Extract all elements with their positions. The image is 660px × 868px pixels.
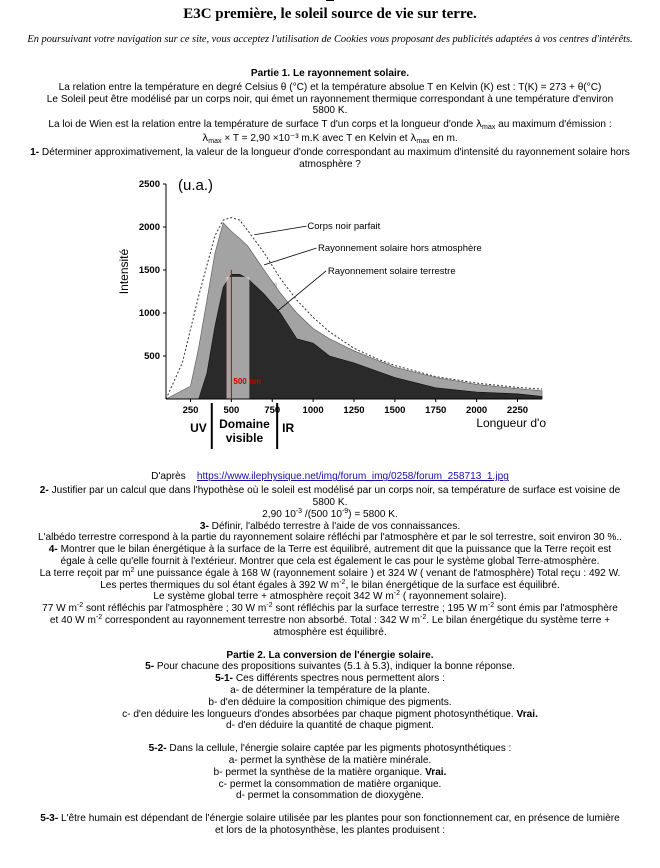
option-5-1-c: c- d'en déduire les longueurs d'ondes absorbées par chaque pigment photosynthétique. Vrai. [122, 708, 538, 720]
y-tick-label: 1000 [138, 308, 160, 320]
cookie-notice[interactable]: En poursuivant votre navigation sur ce site, vous acceptez l'utilisation de Cookies vous proposant des publicités adaptées à vos centres d'intérêts. [27, 34, 633, 45]
x-tick-label: 250 [182, 405, 199, 417]
series-label-2: Rayonnement solaire hors atmosphère [318, 243, 482, 255]
solar-spectrum-chart [110, 174, 550, 469]
source-label: D'après [151, 471, 186, 483]
question-1: 1- Déterminer approximativement, la valeur de la longueur d'onde correspondant au maximum d'intensité du rayonnement solaire hors [30, 146, 630, 158]
question-5-2: 5-2- Dans la cellule, l'énergie solaire captée par les pigments photosynthétiques : [148, 743, 512, 755]
x-tick-label: 500 [223, 405, 240, 417]
intro-line-3: 5800 K. [312, 105, 348, 117]
x-tick-label: 2250 [506, 405, 529, 417]
x-tick-label: 1000 [302, 405, 324, 417]
series-terrestrial-area [166, 275, 542, 400]
x-tick-label: 1500 [384, 405, 406, 417]
albedo-answer: L'albédo terrestre correspond à la partie du rayonnement solaire réfléchi par l'atmosphère et par le sol terrestre, soit environ 30 %.. [38, 532, 622, 544]
series-label-3: Rayonnement solaire terrestre [327, 266, 456, 278]
question-5: 5- Pour chacune des propositions suivantes (5.1 à 5.3), indiquer la bonne réponse. [145, 661, 515, 673]
uv-label: UV [190, 421, 207, 436]
wien-law: La loi de Wien est la relation entre la température de surface T d'un corps et la longueur d'onde $\lambda_{max}$ au maximum d'émission : [48, 119, 612, 132]
question-1-tail: atmosphère ? [299, 158, 361, 170]
answer-vrai: Vrai [425, 766, 444, 778]
visible-label-line1: Domaine [219, 417, 270, 432]
y-tick-label: 500 [144, 351, 160, 363]
wien-formula: $\lambda_{max} \times T = 2,90 \times 10^{-3}$ m.K avec T en Kelvin et $\lambda_{max}$ en m. [202, 132, 458, 145]
intro-line-1: La relation entre la température en degré Celsius θ (°C) et la température absolue T en Kelvin (K) est : T(K) = 273 + θ(°C) [58, 81, 602, 93]
source-line [0, 471, 660, 483]
option-5-2-a: a- permet la synthèse de la matière minérale. [228, 754, 432, 766]
reflection-line-2: et 40 W $m^{-2}$ correspondent au rayonnement terrestre non absorbé. Total : 342 W $m^{-2}$. Le bilan énergétique du système terre + [49, 613, 611, 626]
article-content: Partie 1. Le rayonnement solaire. La relation entre la température en degré Celsius θ (°C) et la température absolue T en Kelvin (K) est : T(K) = 273 + θ(°C) Le Soleil peut être modélisé par un corps noir, qui émet un rayonnement thermique correspondant à une température d'environ 5800 K. La loi de Wien est la relation entre la température de surface T d'un corps et la longueur d'onde $\lambda_{max}$ au maximum d'émission : $\lambda_{max} \times T = 2,90 \times 10^{-3}$ m.K avec T en Kelvin et $\lambda_{max}$ en m. 1- Déterminer approximativement, la valeur de la longueur d'onde correspondant au maximum d'intensité du rayonnement solaire hors atmosphère ? 500 1000 1500 2000 2500 250 500 750 1000 1250 1500 1750 2000 2250 Intensité (u.a.) Longueur d'o 500 nm UV Domaine visible IR Corps noir parfait Rayonnement solaire hors atmosphère Rayonnement solaire terrestre D'après https://www.ilephysique.net/img/forum_img/0258/forum_258713_1.jpg 2- Justifier par un calcul que dans l'hypothèse où le soleil est modélisé par un corps noir, sa température de surface est voisine de 5800 K. 2,90 $10^{-3}$ /(500 $10^{-9}) = 5800$ K. 3- Définir, l'albédo terrestre à l'aide de vos connaissances. L'albédo terrestre correspond à la partie du rayonnement solaire réfléchi par l'atmosphère et par le sol terrestre, soit environ 30 %.. 4- Montrer que le bilan énergétique à la surface de la Terre est équilibré, autrement dit que la puissance que la Terre reçoit est égale à celle qu'elle fournit à l'extérieur. Montrer que cela est également le cas pour le système global Terre-atmosphère. La terre reçoit par $m^2$ une puissance égale à 168 W (rayonnement solaire ) et 324 W ( venant de l'atmosphère) Total reçu : 492 W. Les pertes thermiques du sol étant égales à 392 W $m^{-2}$, le bilan énergétique de la surface est équilibré. Le système global terre + atmosphère reçoit 342 W $m^{-2}$ ( rayonnement solaire). 77 W $m^{-2}$ sont réfléchis par l'atmosphère ; 30 W $m^{-2}$ sont réfléchis par la surface terrestre ; 195 W $m^{-2}$ sont émis par l'atmosphère et 40 W $m^{-2}$ correspondent au rayonnement terrestre non absorbé. Total : 342 W $m^{-2}$. Le bilan énergétique du système terre + atmosphère est équilibré. Partie 2. La conversion de l'énergie solaire. 5- Pour chacune des propositions suivantes (5.1 à 5.3), indiquer la bonne réponse. 5-1- Ces différents spectres nous permettent alors : a- de déterminer la température de la plante. b- d'en déduire la composition chimique des pigments. c- d'en déduire les longueurs d'ondes absorbées par chaque pigment photosynthétique. Vrai. d- d'en déduire la quantité de chaque pigment. 5-2- Dans la cellule, l'énergie solaire captée par les pigments photosynthétiques : a- permet la synthèse de la matière minérale. b- permet la synthèse de la matière organique. Vrai. c- permet la consommation de matière organique. d- permet la consommation de dioxygène. 5-3- L'être humain est dépendant de l'énergie solaire utilisée par les plantes pour son fonctionnement car, en présence de lumière et lors de la photosynthèse, les plantes produisent : [0, 68, 660, 837]
surface-losses: Les pertes thermiques du sol étant égales à 392 W $m^{-2}$, le bilan énergétique de la surface est équilibré. [100, 578, 560, 591]
callout-line-1 [254, 227, 306, 236]
option-5-1-a: a- de déterminer la température de la plante. [230, 684, 430, 696]
part2-heading: Partie 2. La conversion de l'énergie solaire [226, 649, 431, 661]
question-3: 3- Définir, l'albédo terrestre à l'aide de vos connaissances. [199, 520, 461, 532]
y-tick-label: 2500 [138, 179, 160, 191]
question-2-tail: 5800 K. [312, 496, 348, 508]
part2-heading-line: Partie 2. La conversion de l'énergie solaire. [226, 649, 434, 661]
option-5-1-b: b- d'en déduire la composition chimique des pigments. [208, 696, 452, 708]
top-rule [326, 0, 334, 1]
global-received: Le système global terre + atmosphère reçoit 342 W $m^{-2}$ ( rayonnement solaire). [153, 590, 507, 603]
source-link[interactable]: https://www.ilephysique.net/img/forum_img/0258/forum_258713_1.jpg [196, 471, 509, 483]
callout-line-2 [264, 248, 316, 265]
y-tick-label: 1500 [138, 265, 160, 277]
visible-label-line2: visible [225, 431, 264, 446]
surface-received: La terre reçoit par $m^2$ une puissance égale à 168 W (rayonnement solaire ) et 324 W ( venant de l'atmosphère) Total reçu : 492 W. [39, 566, 621, 579]
reflection-line-1: 77 W $m^{-2}$ sont réfléchis par l'atmosphère ; 30 W $m^{-2}$ sont réfléchis par la surface terrestre ; 195 W $m^{-2}$ sont émis par l'atmosphère [42, 602, 618, 615]
marker-label: 500 nm [233, 377, 261, 387]
series-label-1: Corps noir parfait [307, 221, 381, 233]
question-5-1: 5-1- Ces différents spectres nous permettent alors : [215, 673, 445, 685]
x-tick-label: 2000 [466, 405, 488, 417]
option-5-2-c: c- permet la consommation de matière organique. [218, 778, 442, 790]
question-5-3: 5-3- L'être humain est dépendant de l'énergie solaire utilisée par les plantes pour son fonctionnement car, en présence de lumière [40, 813, 620, 825]
intro-line-2: Le Soleil peut être modélisé par un corps noir, qui émet un rayonnement thermique correspondant à une température d'environ [46, 93, 614, 105]
option-5-2-b: b- permet la synthèse de la matière organique. Vrai. [213, 766, 447, 778]
question-4-line-2: égale à celle qu'elle fournit à l'extérieur. Montrer que cela est également le cas pour le système global Terre-atmosphère. [60, 555, 600, 567]
y-axis-label: Intensité [117, 249, 131, 295]
ir-label: IR [282, 421, 295, 436]
option-5-2-d: d- permet la consommation de dioxygène. [236, 790, 424, 802]
x-axis-label: Longueur d'o [476, 416, 546, 431]
y-tick-label: 2000 [138, 222, 160, 234]
option-5-1-d: d- d'en déduire la quantité de chaque pigment. [226, 720, 434, 732]
reflection-line-3: atmosphère est équilibré. [273, 626, 387, 638]
question-4: 4- Montrer que le bilan énergétique à la surface de la Terre est équilibré, autrement dit que la puissance que la Terre reçoit est [48, 544, 612, 556]
page-title: E3C première, le soleil source de vie sur terre. [183, 6, 477, 22]
unit-label: (u.a.) [178, 177, 214, 195]
part1-heading: Partie 1. Le rayonnement solaire [250, 68, 407, 79]
callout-line-3 [277, 271, 326, 311]
calculation: 2,90 $10^{-3}$ /(500 $10^{-9}) = 5800$ K. [262, 507, 398, 520]
question-2: 2- Justifier par un calcul que dans l'hypothèse où le soleil est modélisé par un corps noir, sa température de surface est voisine de [39, 485, 621, 497]
x-tick-label: 750 [264, 405, 281, 417]
question-5-3-line-2: et lors de la photosynthèse, les plantes produisent : [214, 824, 446, 836]
answer-vrai: Vrai [516, 708, 536, 720]
x-tick-label: 1750 [425, 405, 447, 417]
x-tick-label: 1250 [343, 405, 365, 417]
